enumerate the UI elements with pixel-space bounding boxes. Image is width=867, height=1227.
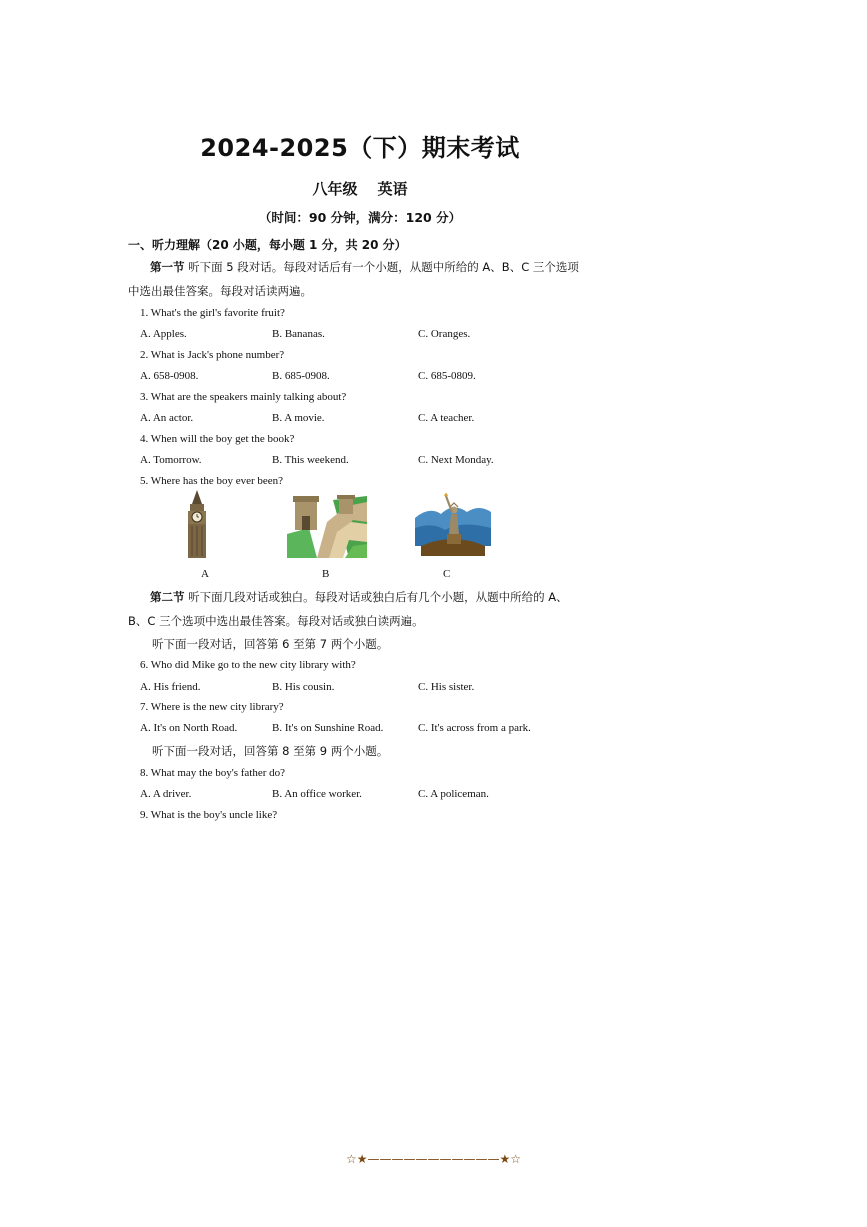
section2-instruction-line2: B、C 三个选项中选出最佳答案。每段对话或独白读两遍。 [128,614,424,628]
section1-instruction-line1 [150,259,579,275]
subject-label: 英语 [377,180,408,198]
q3-option-b: B. A movie. [272,412,325,424]
section1-text: 听下面 5 段对话。每段对话后有一个小题，从题中所给的 A、B、C 三个选项 [188,260,579,274]
question-2: 2. What is Jack's phone number? [140,349,285,361]
question-6: 6. Who did Mike go to the new city library with? [140,659,356,671]
q2-option-a: A. 658-0908. [140,370,199,382]
big-ben-picture [180,490,214,558]
section-heading-listening: 一、听力理解（20 小题，每小题 1 分，共 20 分） [128,238,407,252]
q1-option-b: B. Bananas. [272,328,325,340]
question-3: 3. What are the speakers mainly talking about? [140,391,347,403]
q3-option-c: C. A teacher. [418,412,475,424]
instruction-q8-q9: 听下面一段对话，回答第 8 至第 9 两个小题。 [152,744,389,758]
question-5: 5. Where has the boy ever been? [140,475,284,487]
q4-option-a: A. Tomorrow. [140,454,202,466]
q7-option-c: C. It's across from a park. [418,722,531,734]
question-8: 8. What may the boy's father do? [140,767,286,779]
statue-of-liberty-picture [415,488,491,556]
section2-text: 听下面几段对话或独白。每段对话或独白后有几个小题，从题中所给的 A、 [188,590,568,604]
exam-subtitle [0,178,720,199]
q1-option-a: A. Apples. [140,328,187,340]
q8-option-a: A. A driver. [140,788,192,800]
grade-label: 八年级 [312,180,358,198]
q2-option-c: C. 685-0809. [418,370,476,382]
q7-option-b: B. It's on Sunshine Road. [272,722,384,734]
q8-option-b: B. An office worker. [272,788,362,800]
question-9: 9. What is the boy's uncle like? [140,809,278,821]
great-wall-picture [287,492,367,558]
q3-option-a: A. An actor. [140,412,194,424]
question-1: 1. What's the girl's favorite fruit? [140,307,285,319]
section2-instruction-line1 [150,589,568,605]
q2-option-b: B. 685-0908. [272,370,330,382]
exam-title: 2024-2025（下）期末考试 [200,134,520,162]
q6-option-b: B. His cousin. [272,681,335,693]
q5-option-b: B [322,568,330,580]
q8-option-c: C. A policeman. [418,788,489,800]
question-4: 4. When will the boy get the book? [140,433,295,445]
page-footer-ornament: ☆★———————————★☆ [345,1152,522,1166]
section1-label: 第一节 [150,260,185,274]
q5-option-a: A [201,568,209,580]
q4-option-b: B. This weekend. [272,454,349,466]
instruction-q6-q7: 听下面一段对话，回答第 6 至第 7 两个小题。 [152,637,389,651]
section2-label: 第二节 [150,590,185,604]
q6-option-c: C. His sister. [418,681,475,693]
q4-option-c: C. Next Monday. [418,454,494,466]
section1-instruction-line2: 中选出最佳答案。每段对话读两遍。 [128,284,312,298]
q5-option-c: C [443,568,451,580]
question-7: 7. Where is the new city library? [140,701,284,713]
q1-option-c: C. Oranges. [418,328,471,340]
q6-option-a: A. His friend. [140,681,201,693]
time-info: （时间：90 分钟，满分：120 分） [258,210,462,225]
q7-option-a: A. It's on North Road. [140,722,238,734]
